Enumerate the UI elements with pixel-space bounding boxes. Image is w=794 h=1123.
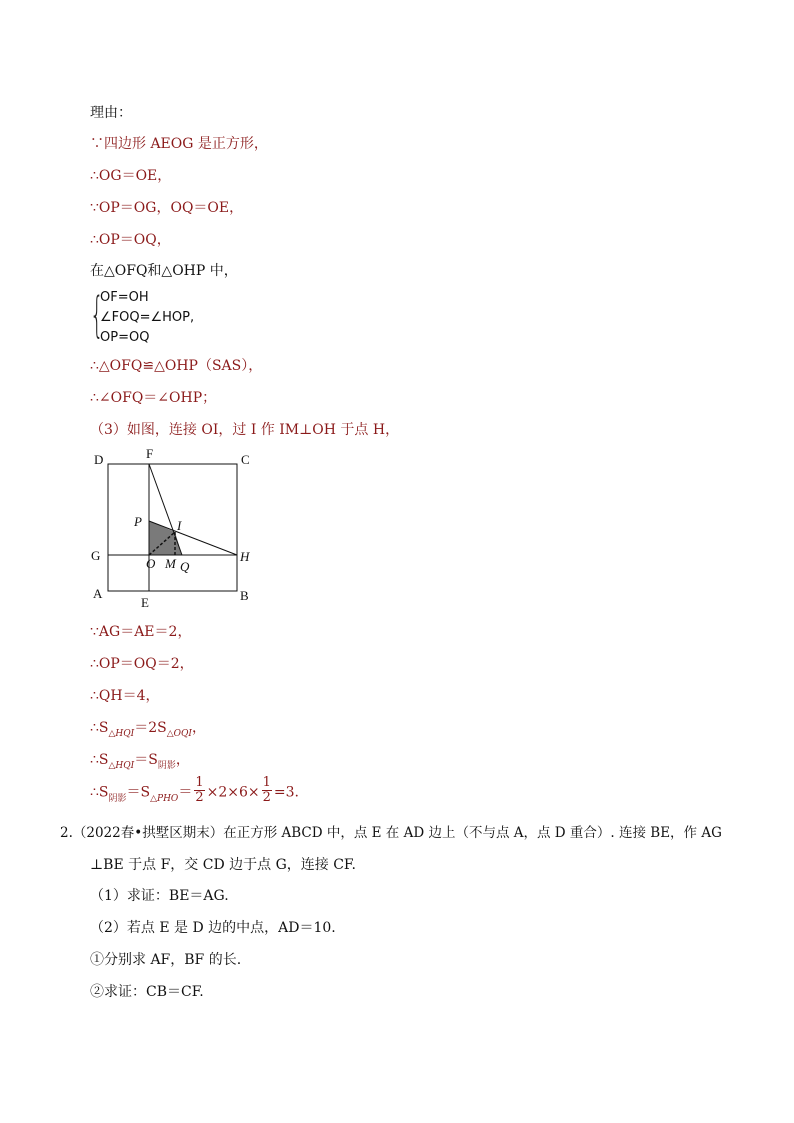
proof-line-angles: ∴∠OFQ＝∠OHP； [90,390,217,406]
label-a: A [93,586,103,601]
calc-text: =3. [273,784,299,801]
calc-sub: △HQI [108,761,135,771]
calc-sub: 阴影 [157,761,176,771]
label-f: F [146,448,154,461]
question-2-part2-sub1: ①分别求 AF，BF 的长. [90,952,242,968]
question-2-part2: （2）若点 E 是 D 边的中点，AD＝10. [90,920,336,936]
calc-line-ag-ae: ∵AG＝AE＝2， [90,624,192,640]
calc-text: ∴S [90,720,109,736]
calc-text: ∴S [90,784,109,801]
fraction-half [262,776,272,805]
calc-line-final [90,775,299,809]
label-h: H [240,549,250,564]
calc-line-area-ratio [90,719,206,739]
calc-line-op-oq: ∴OP＝OQ＝2， [90,656,194,672]
geometry-figure [88,448,268,610]
label-g: G [91,548,101,563]
label-c: C [241,452,250,467]
proof-line-reason: 理由： [90,105,132,121]
calc-line-area-shade [90,751,190,771]
fraction-half [194,776,204,805]
proof-line-congruent: ∴△OFQ≌△OHP（SAS）， [90,358,263,374]
proof-line-part3: （3）如图，连接 OI，过 I 作 IM⊥OH 于点 H， [90,422,400,438]
label-d: D [94,452,104,467]
label-o: O [146,556,156,571]
system-row-2: ∠FOQ=∠HOP, [100,310,195,325]
question-2-part1: （1）求证：BE＝AG. [90,888,229,904]
label-m: M [165,556,176,571]
calc-text: ＝2S [134,720,167,736]
proof-line-op-oq: ∴OP＝OQ， [90,232,171,248]
question-2-part2-sub2: ②求证：CB＝CF. [90,984,204,1000]
question-2-stem: 2.（2022春•拱墅区期末）在正方形 ABCD 中，点 E 在 AD 边上（不与点 A，点 D 重合）. 连接 BE，作 AG [60,825,722,841]
calc-text: ∴S [90,752,109,768]
system-row-1: OF=OH [100,290,149,305]
fraction-numerator: 1 [262,775,271,790]
calc-text: ×2×6× [206,784,260,801]
calc-text: ＝S [126,784,151,801]
calc-sub: △HQI [108,729,135,739]
calc-text: ， [175,752,190,768]
fraction-denominator: 2 [195,790,204,805]
calc-text: ， [191,720,206,736]
fraction-denominator: 2 [262,790,271,805]
calc-line-qh: ∴QH＝4， [90,688,160,704]
equation-system [90,286,250,348]
calc-sub: 阴影 [108,793,127,804]
proof-line-op-og: ∵OP＝OG，OQ＝OE， [90,200,244,216]
system-row-3: OP=OQ [100,330,150,345]
proof-line-og-oe: ∴OG＝OE， [90,168,172,184]
label-e: E [141,595,149,610]
proof-line-square: ∵四边形 AEOG 是正方形， [90,136,268,152]
label-p: P [134,514,142,529]
calc-sub: △OQI [166,729,192,739]
calc-text: ＝ [178,784,193,801]
brace-symbol: { [90,287,104,343]
fraction-numerator: 1 [195,775,204,790]
label-q: Q [180,559,190,574]
label-i: I [177,518,182,533]
calc-text: ＝S [134,752,158,768]
calc-sub: △PHO [150,793,179,804]
question-2-stem-cont: ⊥BE 于点 F，交 CD 边于点 G，连接 CF. [90,857,356,873]
proof-line-triangles: 在△OFQ和△OHP 中， [90,263,238,279]
label-b: B [240,588,249,603]
